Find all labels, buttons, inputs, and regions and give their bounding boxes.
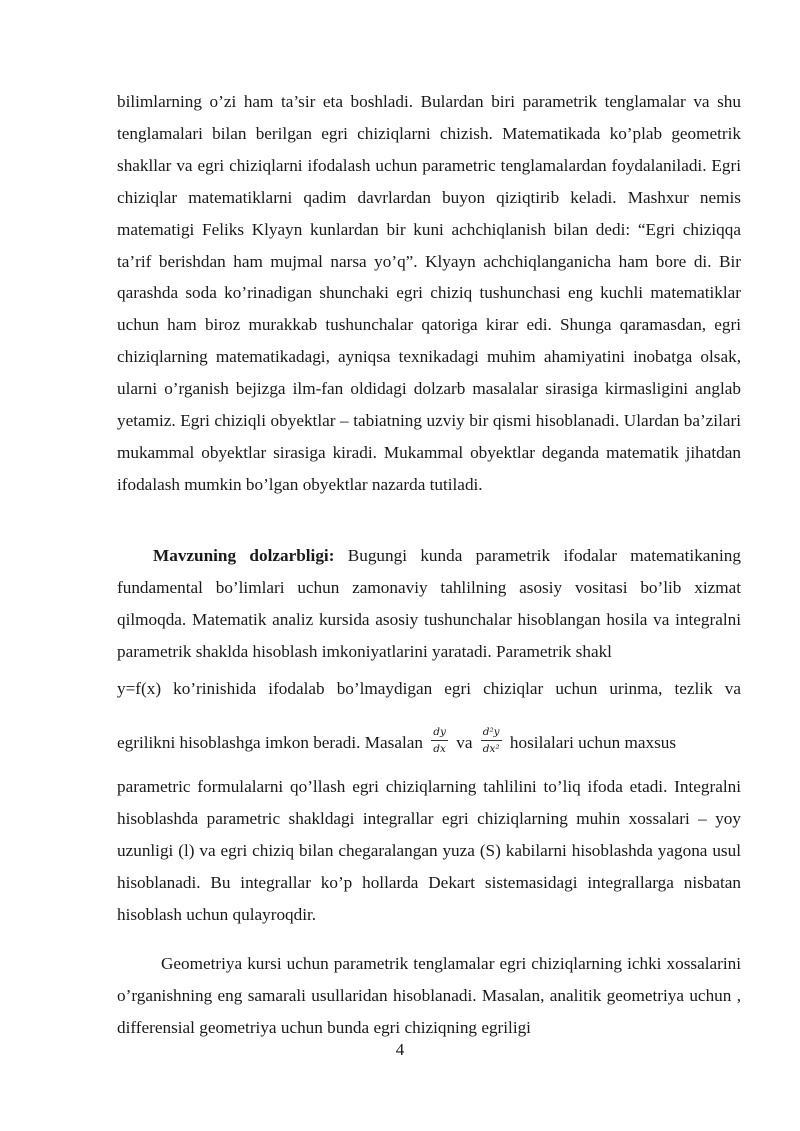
second-derivative-fraction [481, 726, 502, 756]
page-number: 4 [395, 1040, 405, 1059]
formulas-paragraph: parametric formulalarni qo’llash egri chiziqlarning tahlilini to’liq ifoda etadi. Integralni hisoblashda parametric shakldagi integrallar egri chiziqlarning muhin xossalari – yoy uzunligi (l) va egri chiziq bilan chegaralangan yuza (S) kabilarni hisoblashda yagona usul hisoblanadi. Bu integrallar ko’p hollarda Dekart sistemasidagi integrallarga nisbatan hisoblash uchun qulayroqdir. [117, 777, 741, 924]
relevance-paragraph [117, 540, 741, 668]
derivatives-text-mid: va [456, 732, 473, 752]
first-derivative-numerator: dy [431, 726, 448, 741]
intro-paragraph: bilimlarning o’zi ham ta’sir eta boshladi. Bulardan biri parametrik tenglamalar va shu tenglamalari bilan berilgan egri chiziqlarni chizish. Matematikada ko’plab geometrik shakllar va egri chiziqlarni ifodalash uchun parametric tenglamalardan foydalaniladi. Egri chiziqlar matematiklarni qadim davrlardan buyon qiziqtirib keladi. Mashxur nemis matematigi Feliks Klyayn kunlardan bir kuni achchiqlanish bilan dedi: “Egri chiziqqa ta’rif berishdan ham mujmal narsa yo’q”. Klyayn achchiqlanganicha ham bore di. Bir qarashda soda ko’rinadigan shunchaki egri chiziq tushunchasi eng kuchli matematiklar uchun ham biroz murakkab tushunchalar qatoriga kirar edi. Shunga qaramasdan, egri chiziqlarning matematikadagi, ayniqsa texnikadagi muhim ahamiyatini inobatga olsak, ularni o’rganish bejizga ilm-fan oldidagi dolzarb masalalar sirasiga kirmasligini anglab yetamiz. Egri chiziqli obyektlar – tabiatning uzviy bir qismi hisoblanadi. Ulardan ba’zilari mukammal obyektlar sirasiga kiradi. Mukammal obyektlar deganda matematik jihatdan ifodalash mumkin bo’lgan obyektlar nazarda tutiladi. [117, 92, 741, 494]
relevance-text: Bugungi kunda parametrik ifodalar matematikaning fundamental bo’limlari uchun zamonaviy tahlilning asosiy vositasi bo’lib xizmat qilmoqda. Matematik analiz kursida asosiy tushunchalar hisoblangan hosila va integralni parametrik shaklda hisoblash imkoniyatlarini yaratadi. Parametrik shakl [117, 546, 741, 661]
derivatives-text-before: egrilikni hisoblashga imkon beradi. Masalan [117, 732, 423, 752]
second-derivative-denominator: dx² [482, 743, 500, 755]
geometry-paragraph: Geometriya kursi uchun parametrik tenglamalar egri chiziqlarning ichki xossalarini o’rganishning eng samarali usullaridan hisoblanadi. Masalan, analitik geometriya uchun , differensial geometriya uchun bunda egri chiziqning egriligi [117, 954, 741, 1037]
first-derivative-denominator: dx [433, 743, 446, 755]
derivatives-line [117, 726, 741, 759]
derivatives-text-after: hosilalari uchun maxsus [509, 732, 677, 752]
relevance-heading: Mavzuning dolzarbligi: [153, 546, 335, 565]
second-derivative-numerator: d²y [481, 726, 502, 741]
yfx-line: y=f(x) ko’rinishida ifodalab bo’lmaydigan egri chiziqlar uchun urinma, tezlik va [117, 679, 741, 698]
first-derivative-fraction [431, 726, 448, 756]
